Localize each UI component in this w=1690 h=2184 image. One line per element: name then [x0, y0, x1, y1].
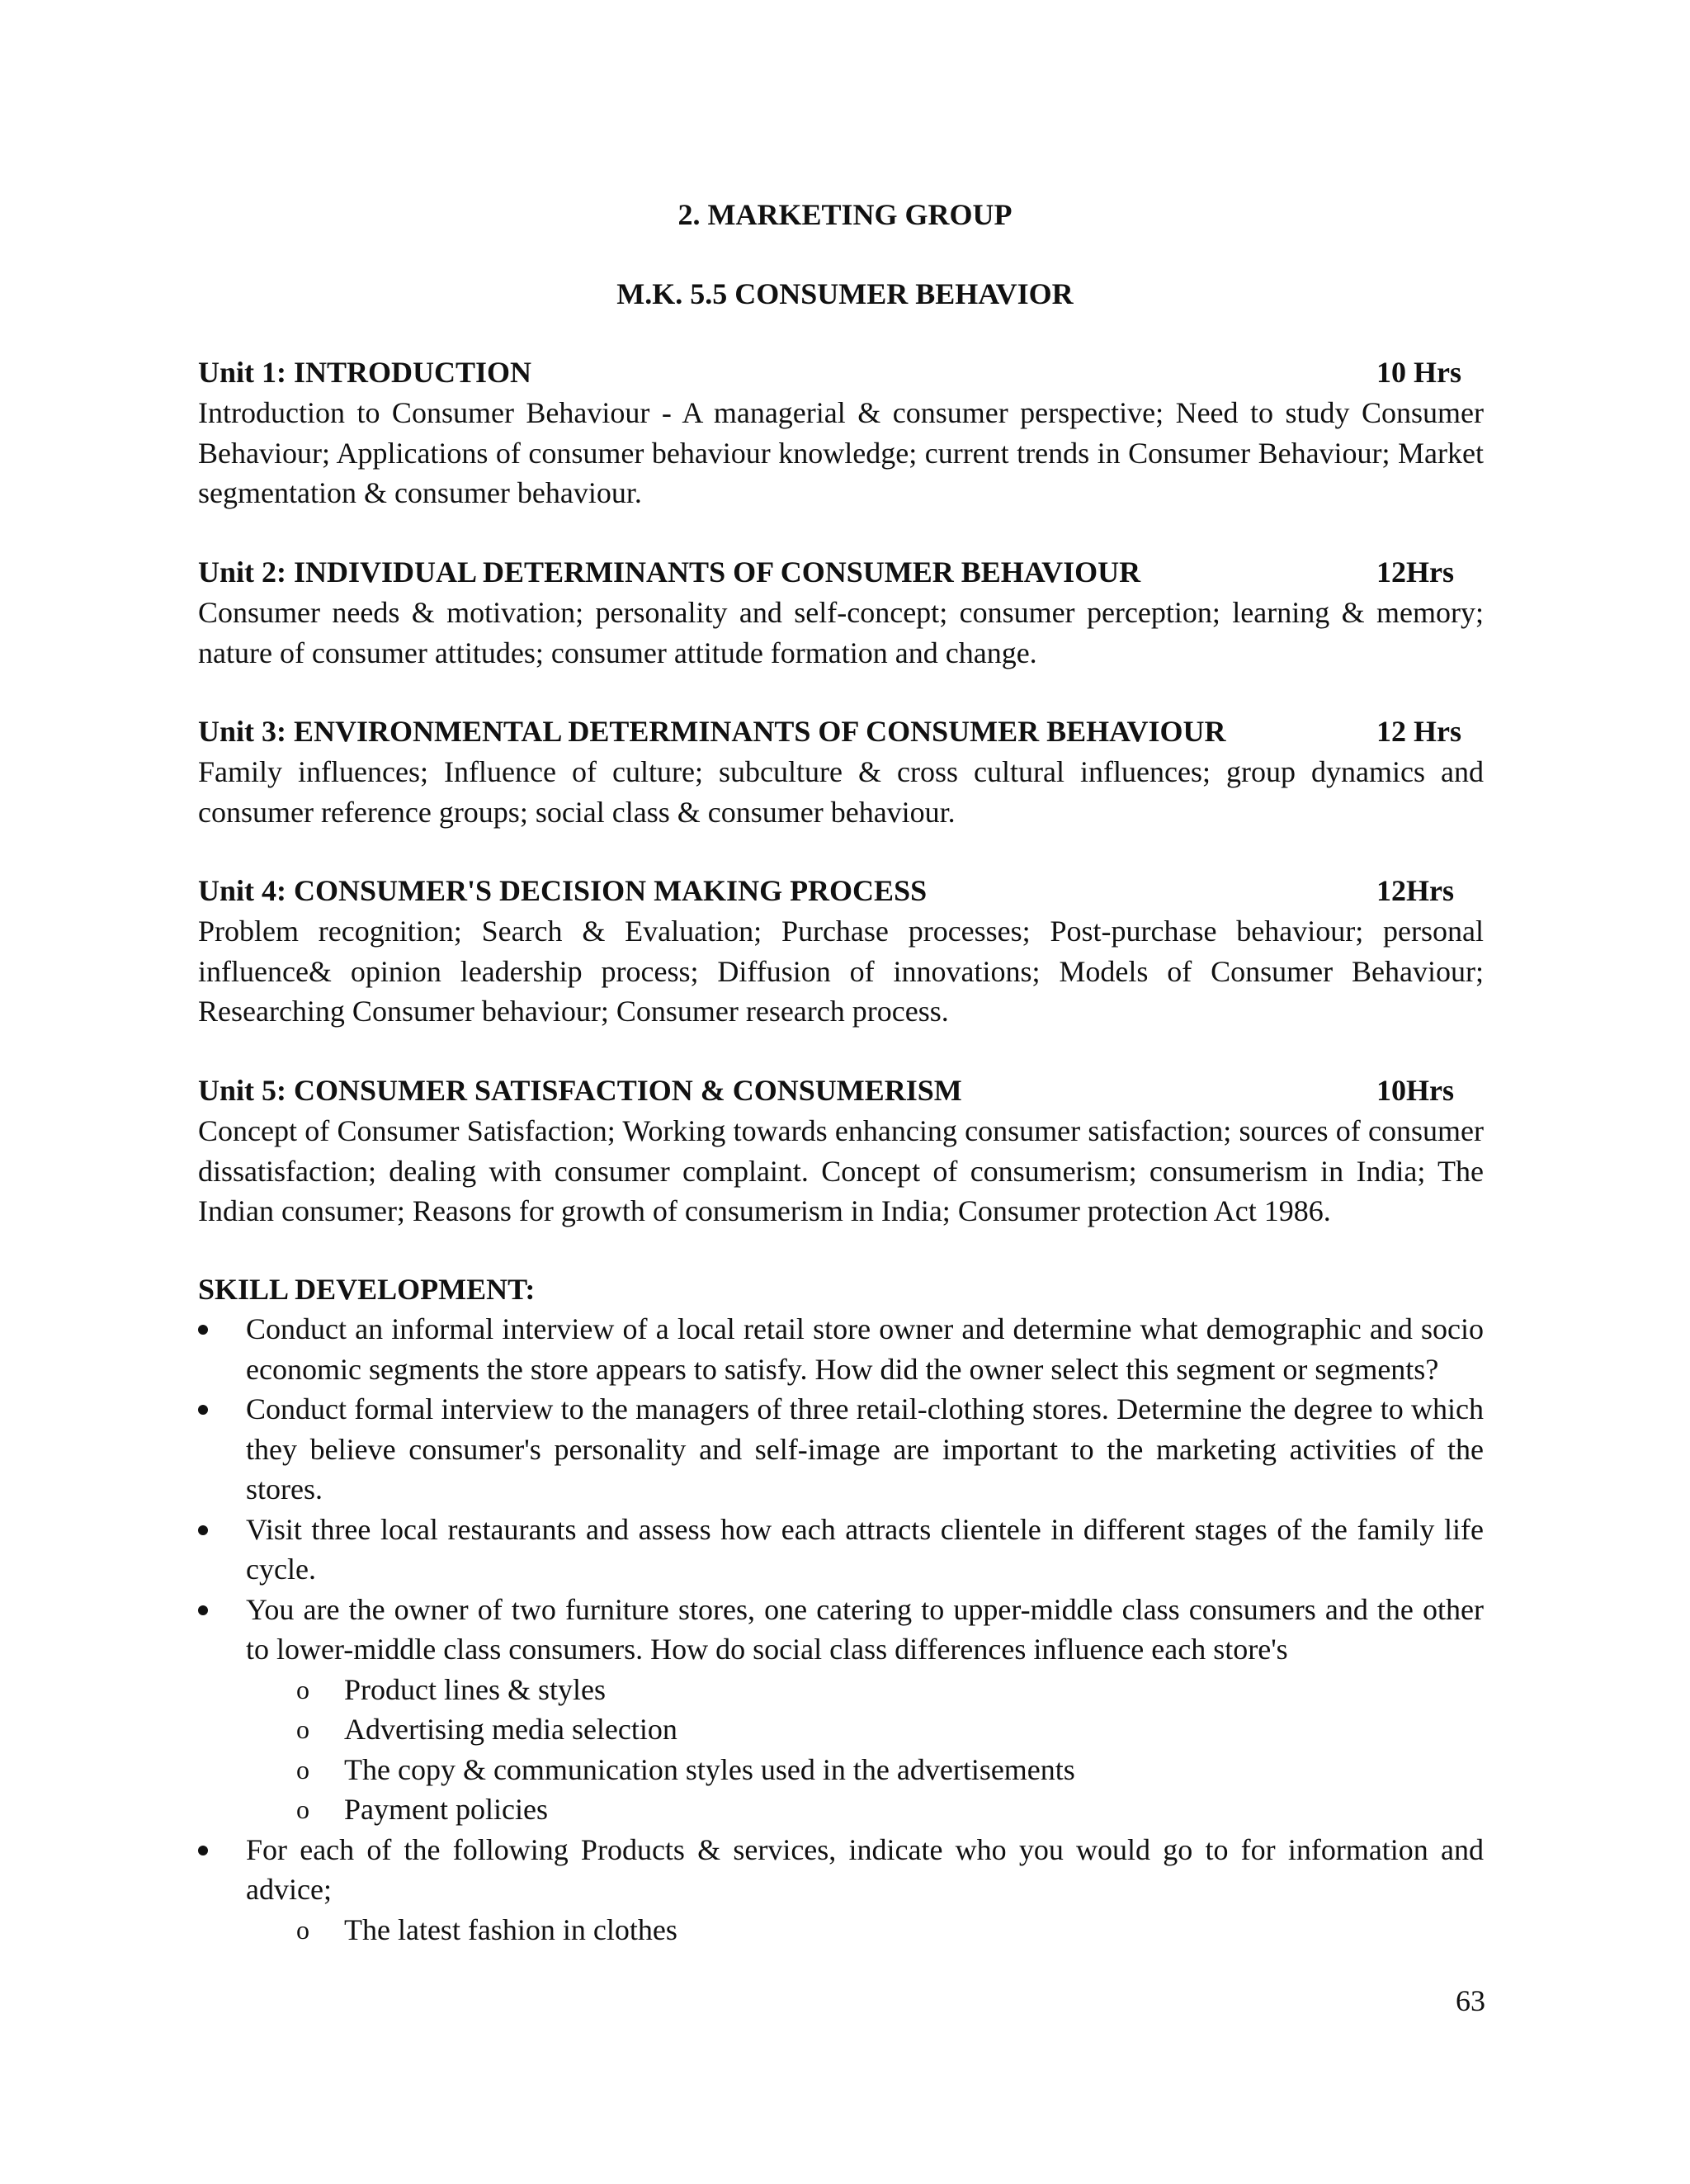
sub-bullet-item: [198, 1910, 1484, 1950]
circle-bullet-icon: o: [296, 1714, 309, 1744]
unit-5-body: Concept of Consumer Satisfaction; Working towards enhancing consumer satisfaction; sources of consumer dissatisfaction; dealing with consumer complaint. Concept of consumerism; consumerism in India; The Indian consumer; Reasons for growth of consumerism in India; Consumer protection Act 1986.: [198, 1114, 1484, 1227]
unit-4-body: Problem recognition; Search & Evaluation; Purchase processes; Post-purchase behaviour; personal influence& opinion leadership process; Diffusion of innovations; Models of Consumer Behaviour; Researching Consumer behaviour; Consumer research process.: [198, 915, 1484, 1028]
unit-title: Unit 5: CONSUMER SATISFACTION & CONSUMERISM: [198, 1074, 962, 1107]
bullet-icon: [198, 1605, 208, 1615]
unit-hours: 10Hrs: [1376, 1074, 1454, 1107]
sub-bullet-item: [198, 1789, 1484, 1830]
circle-bullet-icon: o: [296, 1914, 309, 1945]
unit-3-body: Family influences; Influence of culture; subculture & cross cultural influences; group dynamics and consumer reference groups; social class & consumer behaviour.: [198, 755, 1484, 829]
skill-bullet-item: [198, 1309, 1484, 1389]
sub-bullet-item: [198, 1670, 1484, 1710]
unit-2-body: Consumer needs & motivation; personality and self-concept; consumer perception; learning & memory; nature of consumer attitudes; consumer attitude formation and change.: [198, 596, 1484, 669]
sub-bullet-text: The copy & communication styles used in the advertisements: [344, 1752, 1075, 1786]
skill-bullet-item: [198, 1590, 1484, 1670]
skill-bullet-item: [198, 1510, 1484, 1590]
sub-bullet-text: Advertising media selection: [344, 1713, 677, 1746]
sub-bullet-item: [198, 1750, 1484, 1790]
unit-1-header: [198, 352, 1484, 392]
bullet-icon: [198, 1846, 208, 1855]
skill-bullet-item: [198, 1830, 1484, 1910]
unit-title: Unit 2: INDIVIDUAL DETERMINANTS OF CONSUMER BEHAVIOUR: [198, 555, 1141, 589]
unit-2-header: [198, 552, 1484, 592]
circle-bullet-icon: o: [296, 1674, 309, 1704]
unit-title: Unit 3: ENVIRONMENTAL DETERMINANTS OF CONSUMER BEHAVIOUR: [198, 715, 1226, 748]
unit-hours: 12Hrs: [1376, 874, 1454, 907]
unit-4-header: [198, 871, 1484, 910]
skill-bullet-item: [198, 1389, 1484, 1510]
course-title: M.K. 5.5 CONSUMER BEHAVIOR: [616, 277, 1074, 310]
group-title: 2. MARKETING GROUP: [677, 198, 1013, 231]
bullet-icon: [198, 1405, 208, 1415]
bullet-icon: [198, 1525, 208, 1535]
unit-1-body: Introduction to Consumer Behaviour - A managerial & consumer perspective; Need to study Consumer Behaviour; Applications of consumer behaviour knowledge; current trends in Consumer Behaviour; Market segmentation & consumer behaviour.: [198, 396, 1484, 509]
skill-development-list: [198, 1309, 1484, 1950]
sub-bullet-item: [198, 1709, 1484, 1750]
bullet-text: Conduct an informal interview of a local retail store owner and determine what demographic and socio economic segments the store appears to satisfy. How did the owner select this segment or segments?: [246, 1312, 1484, 1386]
unit-hours: 10 Hrs: [1376, 356, 1461, 389]
skill-development-title: SKILL DEVELOPMENT:: [198, 1273, 536, 1306]
unit-title: Unit 4: CONSUMER'S DECISION MAKING PROCESS: [198, 874, 928, 907]
bullet-text: You are the owner of two furniture stores, one catering to upper-middle class consumers and the other to lower-middle class consumers. How do social class differences influence each store's: [246, 1592, 1484, 1666]
circle-bullet-icon: o: [296, 1794, 309, 1824]
unit-5-header: [198, 1071, 1484, 1110]
circle-bullet-icon: o: [296, 1754, 309, 1785]
bullet-text: Conduct formal interview to the managers of three retail-clothing stores. Determine the degree to which they believe consumer's personality and self-image are important to the marketing activities of the stores.: [246, 1392, 1484, 1506]
bullet-icon: [198, 1325, 208, 1335]
sub-bullet-text: Product lines & styles: [344, 1672, 606, 1706]
unit-hours: 12 Hrs: [1376, 715, 1461, 748]
page-number: 63: [1456, 1984, 1485, 2017]
sub-bullet-text: The latest fashion in clothes: [344, 1912, 677, 1946]
unit-3-header: [198, 711, 1484, 751]
unit-hours: 12Hrs: [1376, 555, 1454, 589]
sub-bullet-text: Payment policies: [344, 1793, 548, 1826]
bullet-text: For each of the following Products & services, indicate who you would go to for information and advice;: [246, 1832, 1484, 1906]
unit-title: Unit 1: INTRODUCTION: [198, 356, 532, 389]
bullet-text: Visit three local restaurants and assess how each attracts clientele in different stages of the family life cycle.: [246, 1512, 1484, 1586]
